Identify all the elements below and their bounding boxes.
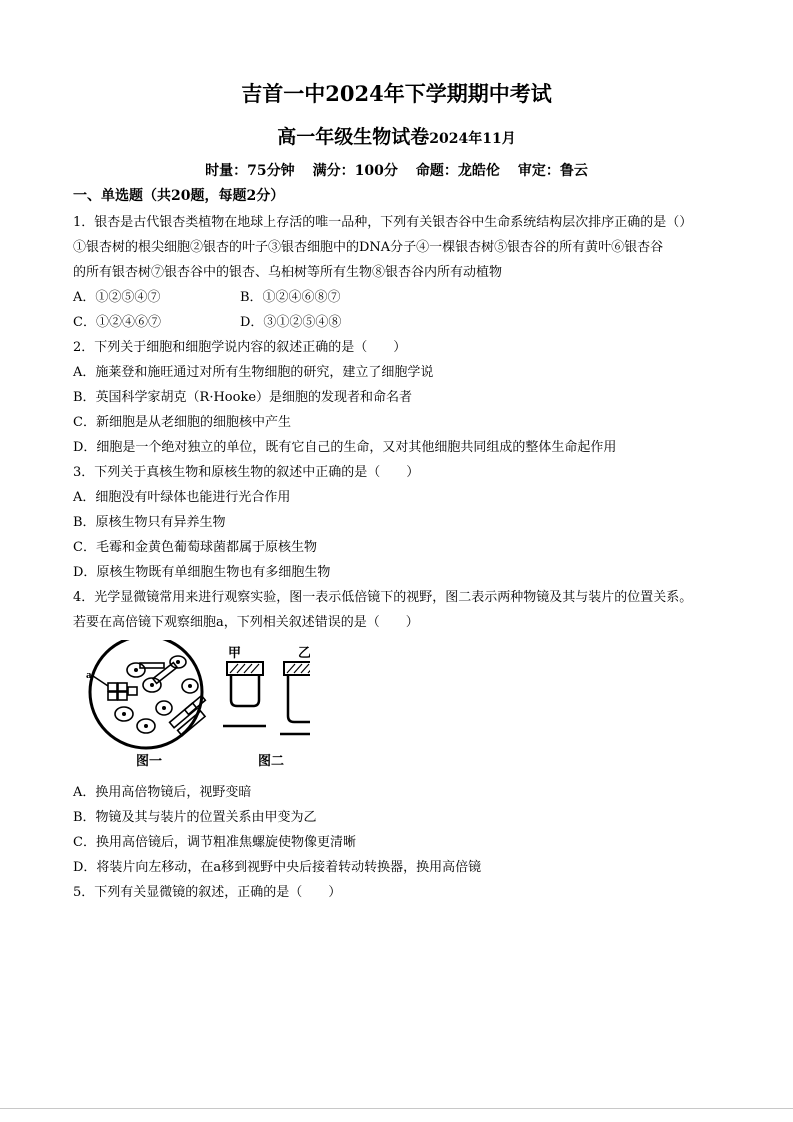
exam-author: 命题：龙皓伦 [415,163,500,179]
microscope-figure [80,640,310,770]
q3-option-c: C．毛霉和金黄色葡萄球菌都属于原核生物 [73,540,317,555]
q3-option-d: D．原核生物既有单细胞生物也有多细胞生物 [73,565,331,580]
paper-date: 2024年11月 [429,131,516,147]
cell-a-pointer [93,676,108,686]
section-heading: 一、单选题（共20题，每题2分） [73,188,285,204]
rod-cell [153,663,177,684]
q2-option-a: A．施莱登和施旺通过对所有生物细胞的研究，建立了细胞学说 [73,365,434,380]
q1-option-d: D．③①②⑤④⑧ [240,315,342,330]
q1-option-b: B．①②④⑥⑧⑦ [240,290,341,305]
paper-subject: 高一年级生物试卷 [277,126,430,148]
objective-jia-label: 甲 [228,646,242,661]
q4-stem-line1: 4．光学显微镜常用来进行观察实验，图一表示低倍镜下的视野，图二表示两种物镜及其与装片的位置关系。 [73,590,693,605]
cell-a-box [108,692,117,700]
paper-title [0,122,793,149]
q2-stem: 2．下列关于细胞和细胞学说内容的叙述正确的是（ ） [73,340,407,355]
q4-option-a: A．换用高倍物镜后，视野变暗 [73,785,252,800]
cell-a-box [118,692,127,700]
cell-a-box [128,687,137,695]
q3-option-b: B．原核生物只有异养生物 [73,515,226,530]
objective-yi-cap [284,662,310,675]
q1-option-c: C．①②④⑥⑦ [73,315,161,330]
q4-option-d: D．将装片向左移动，在a移到视野中央后接着转动转换器，换用高倍镜 [73,860,482,875]
figure1-caption: 图一 [136,754,163,769]
field-of-view-circle [90,640,202,748]
objective-jia-body [231,675,259,706]
cell-nucleus [188,684,192,688]
exam-duration: 时量：75分钟 [205,163,295,179]
cell-a-box [118,683,127,691]
exam-meta [0,160,793,180]
objective-yi-body [288,675,310,722]
school-exam-title: 吉首一中2024年下学期期中考试 [241,81,552,106]
cell-nucleus [162,706,166,710]
page-bottom-rule [0,1108,793,1109]
q4-option-c: C．换用高倍镜后，调节粗准焦螺旋使物像更清晰 [73,835,356,850]
q1-stem-line2: ①银杏树的根尖细胞②银杏的叶子③银杏细胞中的DNA分子④一棵银杏树⑤银杏谷的所有黄叶⑥银杏谷 [73,240,664,255]
cell-nucleus [150,683,154,687]
cell-nucleus [122,712,126,716]
exam-reviewer: 审定：鲁云 [517,163,588,179]
q1-stem-line1: 1．银杏是古代银杏类植物在地球上存活的唯一品种，下列有关银杏谷中生命系统结构层次排序正确的是（） [73,215,693,230]
q2-option-d: D．细胞是一个绝对独立的单位，既有它自己的生命，又对其他细胞共同组成的整体生命起作用 [73,440,617,455]
exam-full-score: 满分：100分 [312,163,398,179]
q2-option-c: C．新细胞是从老细胞的细胞核中产生 [73,415,291,430]
cell-nucleus [144,724,148,728]
objective-jia-cap [227,662,263,675]
q3-stem: 3．下列关于真核生物和原核生物的叙述中正确的是（ ） [73,465,420,480]
q4-option-b: B．物镜及其与装片的位置关系由甲变为乙 [73,810,317,825]
cell-a-box [108,683,117,691]
q3-option-a: A．细胞没有叶绿体也能进行光合作用 [73,490,291,505]
figure2-caption: 图二 [258,754,285,769]
objective-yi-label: 乙 [298,646,310,661]
q1-stem-line3: 的所有银杏树⑦银杏谷中的银杏、乌桕树等所有生物⑧银杏谷内所有动植物 [73,265,503,280]
q1-option-a: A．①②⑤④⑦ [73,290,161,305]
q5-stem: 5．下列有关显微镜的叙述，正确的是（ ） [73,885,342,900]
q2-option-b: B．英国科学家胡克（R·Hooke）是细胞的发现者和命名者 [73,390,413,405]
cell-nucleus [176,660,180,664]
cell-nucleus [134,668,138,672]
cell-a-label: a [86,669,92,681]
q4-stem-line2: 若要在高倍镜下观察细胞a，下列相关叙述错误的是（ ） [73,615,419,630]
